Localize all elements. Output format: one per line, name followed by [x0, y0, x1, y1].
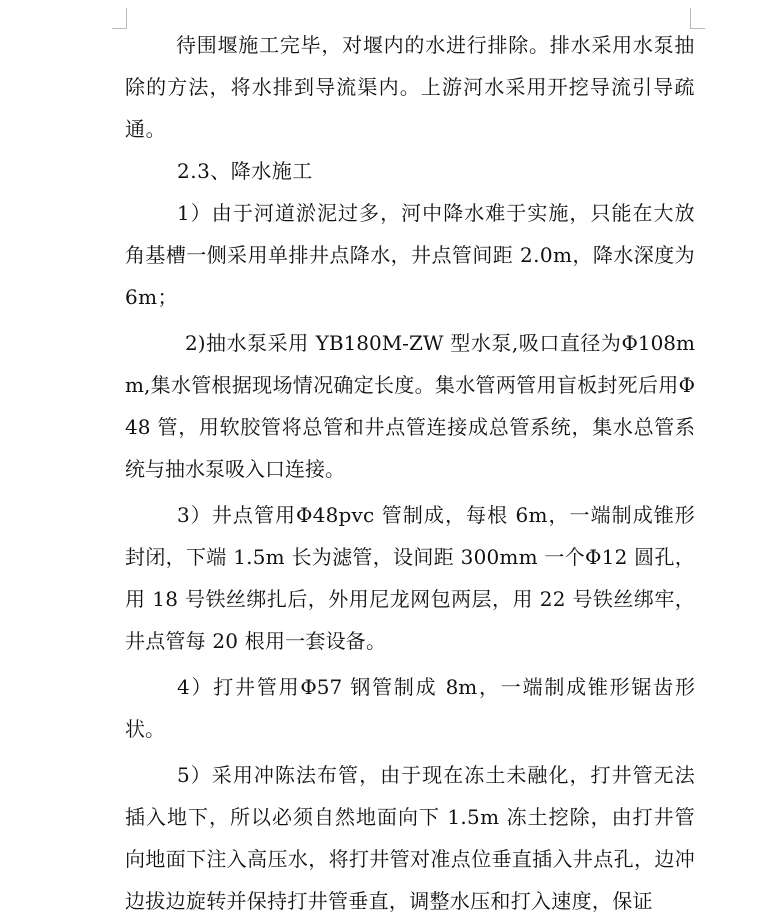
paragraph-item-2: 2)抽水泵采用 YB180M-ZW 型水泵,吸口直径为Φ108mm,集水管根据现场情况确定长度。集水管两管用盲板封死后用Φ48 管，用软胶管将总管和井点管连接成总管系统，集水总管系统与抽水泵吸入口连接。: [125, 331, 695, 481]
document-body[interactable]: [125, 24, 695, 922]
section-heading-dewatering: 2.3、降水施工: [177, 159, 313, 183]
paragraph-cofferdam-drainage: 待围堰施工完毕，对堰内的水进行排除。排水采用水泵抽除的方法，将水排到导流渠内。上游河水采用开挖导流引导疏通。: [125, 33, 695, 141]
paragraph-item-4: 4）打井管用Φ57 钢管制成 8m，一端制成锥形锯齿形状。: [125, 675, 695, 741]
paragraph-item-5: 5）采用冲陈法布管，由于现在冻土未融化，打井管无法插入地下，所以必须自然地面向下 1.5m 冻土挖除，由打井管向地面下注入高压水，将打井管对准点位垂直插入井点孔，边冲边拔边旋转并保持打井管垂直，调整水压和打入速度，保证: [125, 763, 695, 913]
paragraph-item-1: 1）由于河道淤泥过多，河中降水难于实施，只能在大放角基槽一侧采用单排井点降水，井点管间距 2.0m，降水深度为 6m；: [125, 201, 695, 309]
paragraph-item-3: 3）井点管用Φ48pvc 管制成，每根 6m，一端制成锥形封闭，下端 1.5m 长为滤管，设间距 300mm 一个Φ12 圆孔，用 18 号铁丝绑扎后，外用尼龙网包两层，用 22 号铁丝绑牢，井点管每 20 根用一套设备。: [125, 503, 695, 653]
